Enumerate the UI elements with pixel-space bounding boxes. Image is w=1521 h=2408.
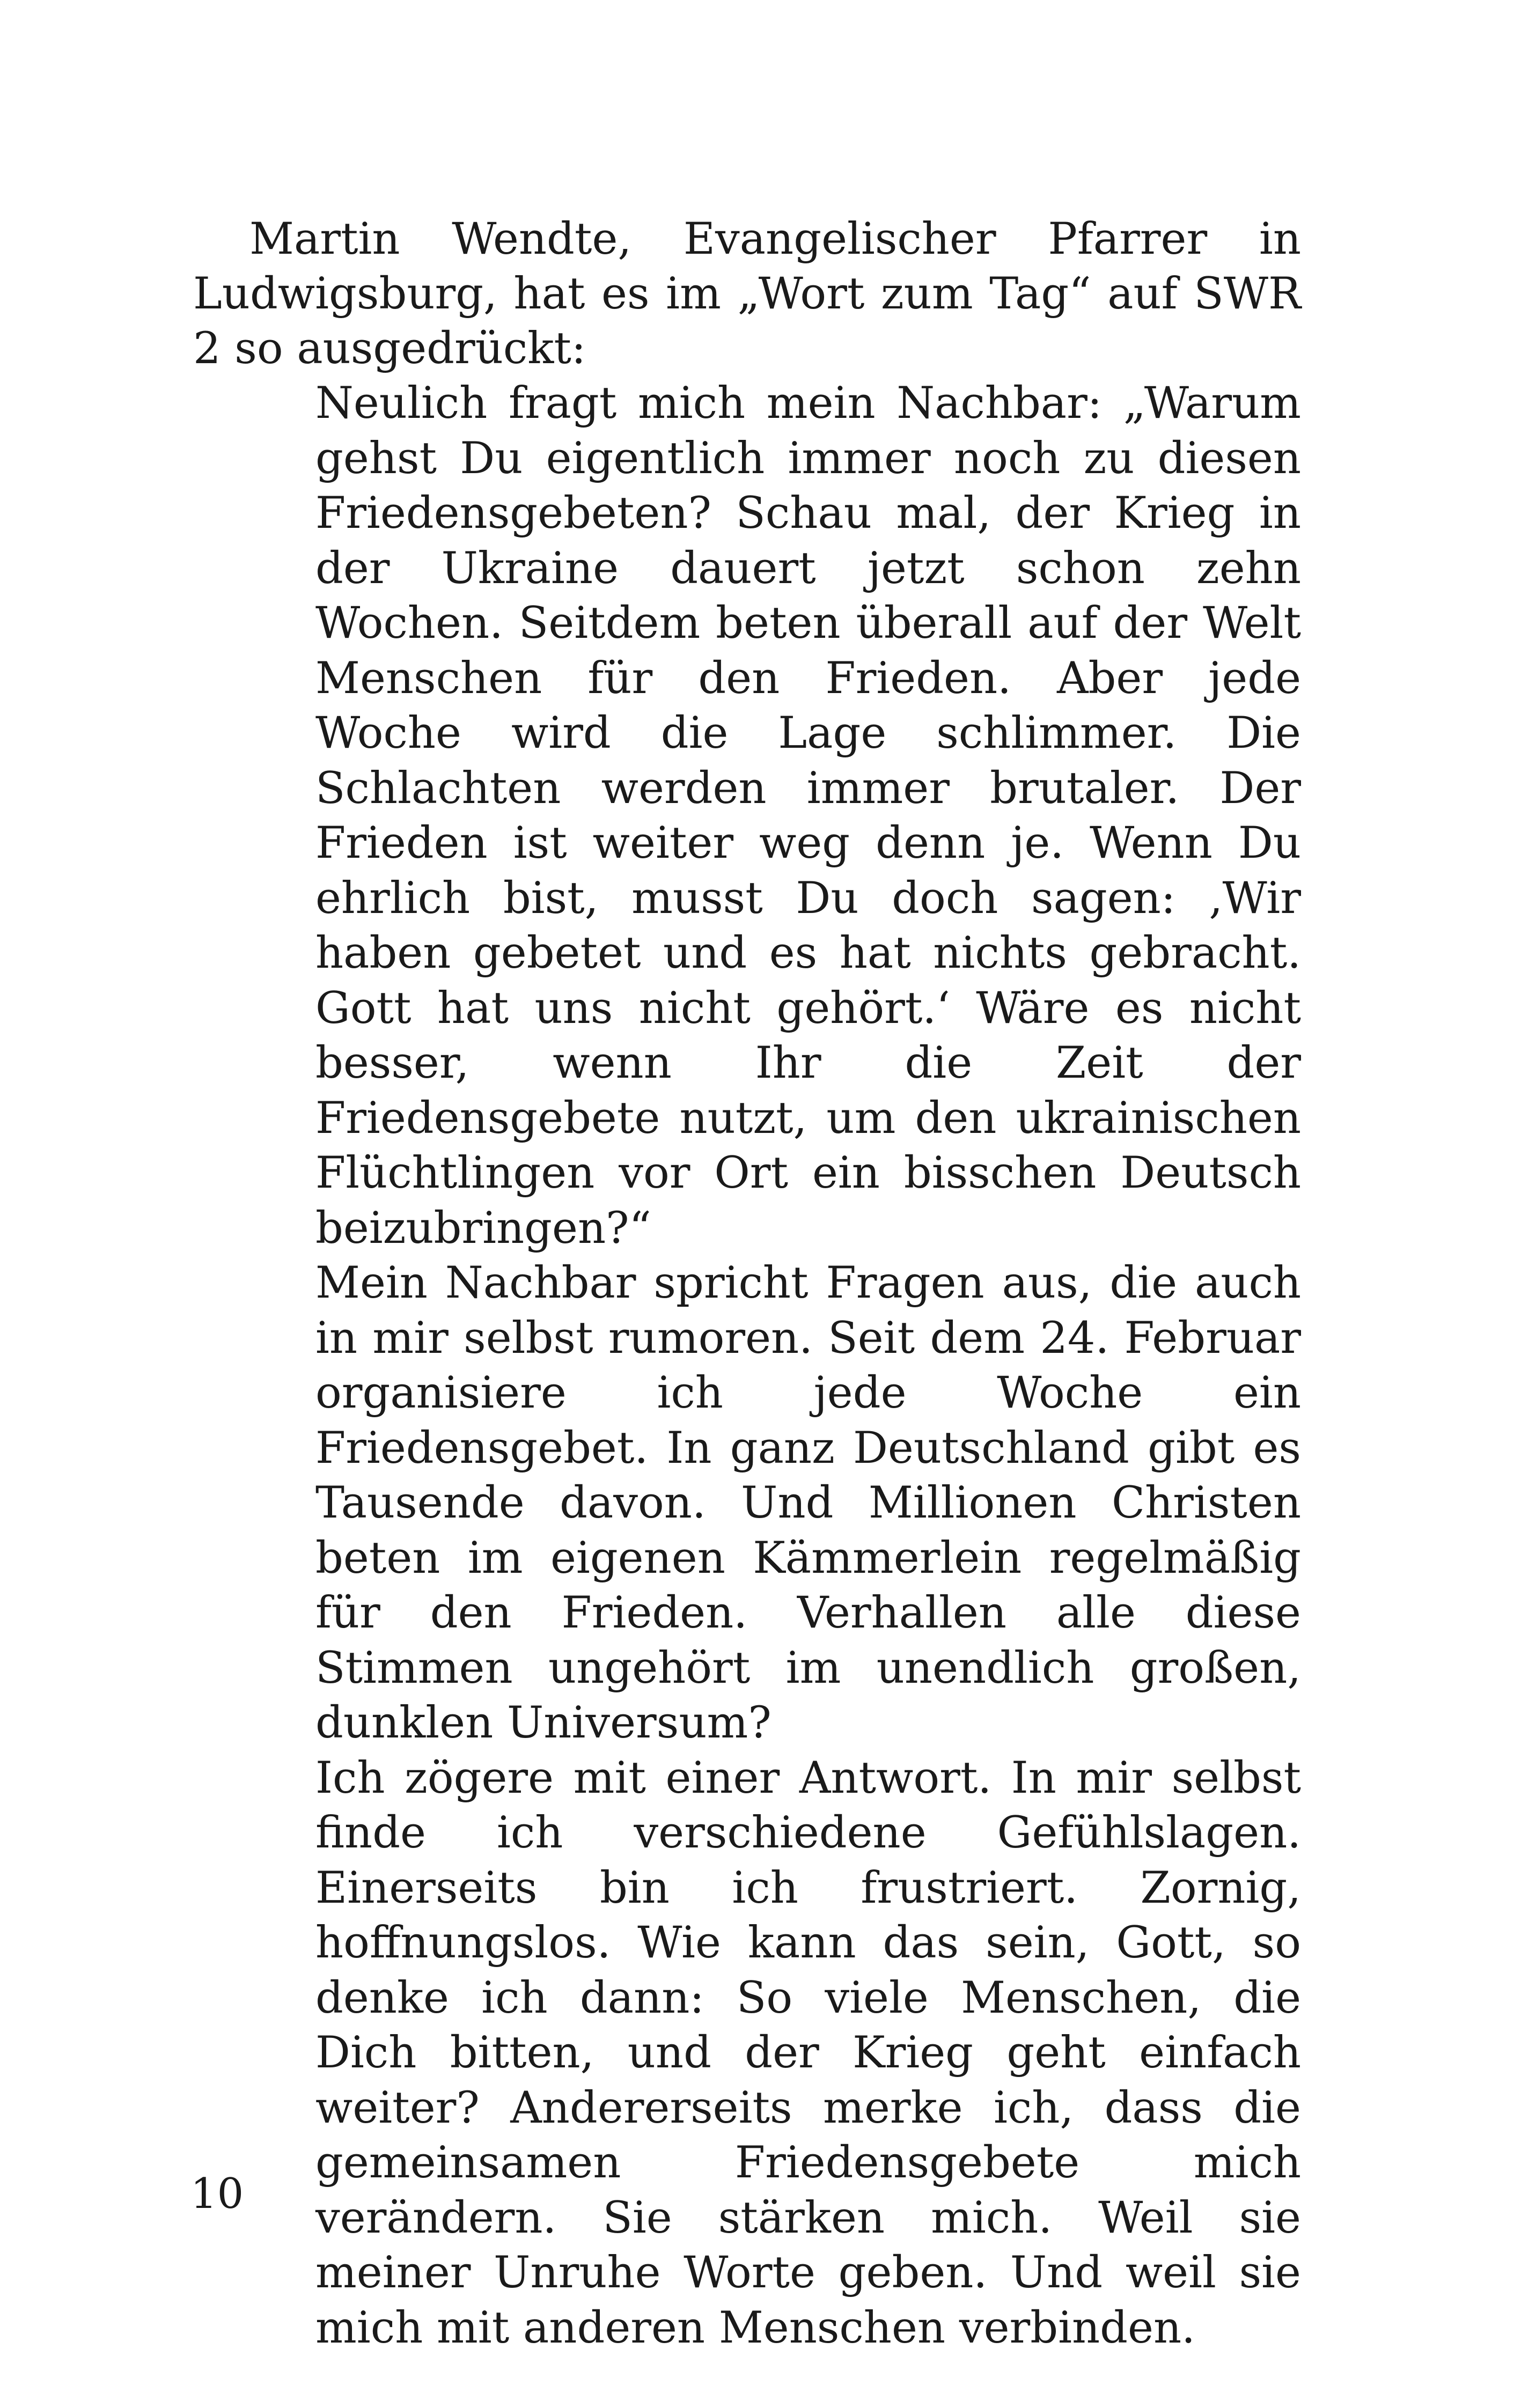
- intro-paragraph: Martin Wendte, Evangelischer Pfarrer in Ludwigsburg, hat es im „Wort zum Tag“ auf SWR 2 so ausgedrückt:: [193, 214, 1301, 374]
- quote-paragraph-1: Neulich fragt mich mein Nachbar: „Warum gehst Du eigentlich immer noch zu diesen Friedensgebeten? Schau mal, der Krieg in der Ukraine dauert jetzt schon zehn Wochen. Seitdem beten überall auf der Welt Menschen für den Frieden. Aber jede Woche wird die Lage schlimmer. Die Schlachten werden immer brutaler. Der Frieden ist weiter weg denn je. Wenn Du ehrlich bist, musst Du doch sagen: ‚Wir haben gebetet und es hat nichts gebracht. Gott hat uns nicht gehört.‘ Wäre es nicht besser, wenn Ihr die Zeit der Friedensgebete nutzt, um den ukrainischen Flüchtlingen vor Ort ein bisschen Deutsch beizubringen?“: [315, 378, 1301, 1254]
- block-quote: [315, 376, 1301, 2355]
- quote-paragraph-3: Ich zögere mit einer Antwort. In mir selbst finde ich verschiedene Gefühlslagen. Einerseits bin ich frustriert. Zornig, hoffnungslos. Wie kann das sein, Gott, so denke ich dann: So viele Menschen, die Dich bitten, und der Krieg geht einfach weiter? Andererseits merke ich, dass die gemeinsamen Friedensgebete mich verändern. Sie stärken mich. Weil sie meiner Unruhe Worte geben. Und weil sie mich mit anderen Menschen verbinden.: [315, 1752, 1301, 2353]
- quote-paragraph-2: Mein Nachbar spricht Fragen aus, die auch in mir selbst rumoren. Seit dem 24. Februar organisiere ich jede Woche ein Friedensgebet. In ganz Deutschland gibt es Tausende davon. Und Millionen Christen beten im eigenen Kämmerlein regelmäßig für den Frieden. Verhallen alle diese Stimmen ungehört im unendlich großen, dunklen Universum?: [315, 1258, 1301, 1748]
- page-number: 10: [190, 2170, 244, 2218]
